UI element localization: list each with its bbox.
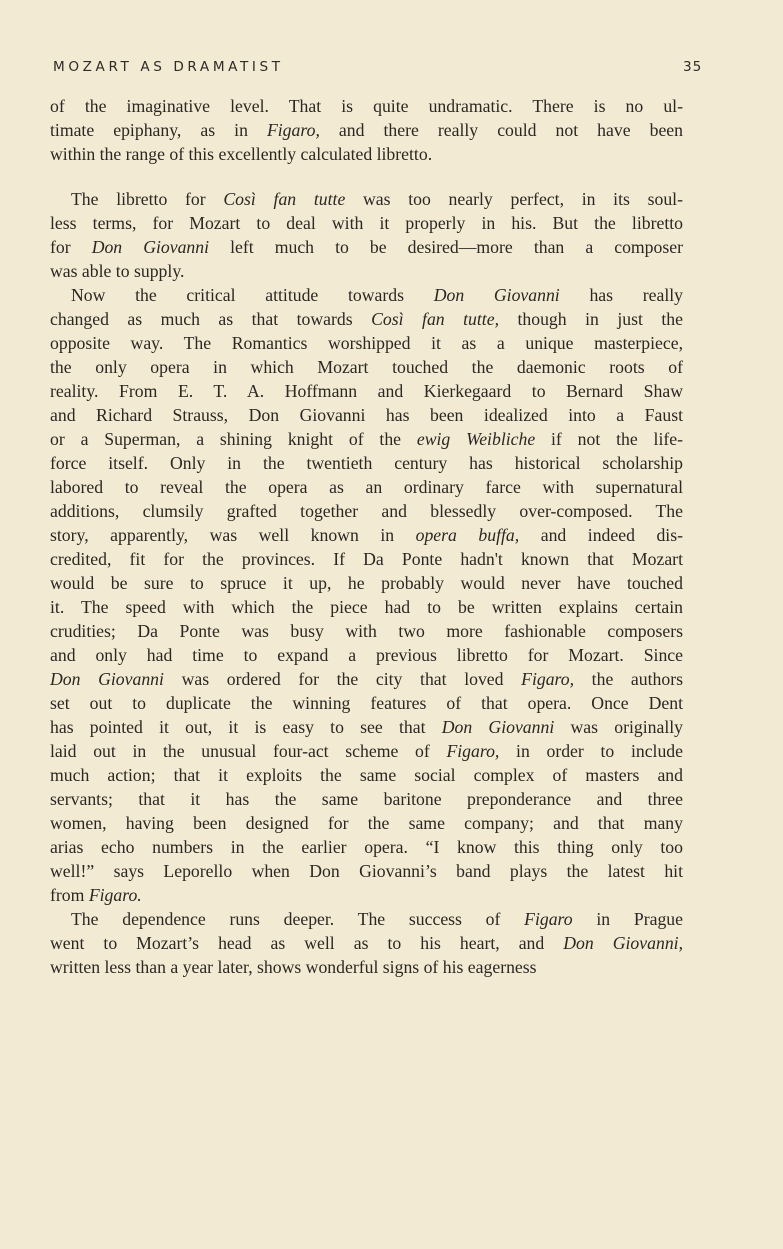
text-line: laid out in the unusual four-act scheme of Figaro, in order to include [50, 741, 683, 761]
text-line: would be sure to spruce it up, he probably would never have touched [50, 573, 683, 593]
text-line: well!” says Leporello when Don Giovanni’s band plays the latest hit [50, 861, 683, 881]
text-line: changed as much as that towards Così fan tutte, though in just the [50, 309, 683, 329]
text-line: went to Mozart’s head as well as to his heart, and Don Giovanni, [50, 933, 683, 953]
text-line: much action; that it exploits the same social complex of masters and [50, 765, 683, 785]
running-head [53, 59, 753, 81]
running-head-title: MOZART AS DRAMATIST [53, 59, 284, 75]
paragraph [50, 283, 683, 907]
text-line: servants; that it has the same baritone preponderance and three [50, 789, 683, 809]
text-line: it. The speed with which the piece had to be written explains certain [50, 597, 683, 617]
text-line: for Don Giovanni left much to be desired—more than a composer [50, 237, 683, 257]
text-line: written less than a year later, shows wonderful signs of his eagerness [50, 957, 537, 977]
paragraph [50, 187, 683, 283]
text-line: story, apparently, was well known in opera buffa, and indeed dis- [50, 525, 683, 545]
paragraph [50, 94, 683, 166]
body-text [50, 94, 683, 979]
text-line: the only opera in which Mozart touched the daemonic roots of [50, 357, 683, 377]
paragraph [50, 907, 683, 979]
text-line: labored to reveal the opera as an ordinary farce with supernatural [50, 477, 683, 497]
text-line: within the range of this excellently calculated libretto. [50, 144, 433, 164]
text-line: and Richard Strauss, Don Giovanni has been idealized into a Faust [50, 405, 683, 425]
text-line: reality. From E. T. A. Hoffmann and Kierkegaard to Bernard Shaw [50, 381, 683, 401]
text-line: or a Superman, a shining knight of the ewig Weibliche if not the life- [50, 429, 683, 449]
text-line: Don Giovanni was ordered for the city that loved Figaro, the authors [50, 669, 684, 689]
text-line: opposite way. The Romantics worshipped it as a unique masterpiece, [50, 333, 683, 353]
text-line: from Figaro. [50, 885, 142, 905]
text-line: The libretto for Così fan tutte was too nearly perfect, in its soul- [71, 189, 683, 209]
text-line: set out to duplicate the winning features of that opera. Once Dent [50, 693, 683, 713]
text-line: arias echo numbers in the earlier opera. “I know this thing only too [50, 837, 683, 857]
text-line: additions, clumsily grafted together and blessedly over-composed. The [50, 501, 683, 521]
text-line: women, having been designed for the same company; and that many [50, 813, 683, 833]
text-line: crudities; Da Ponte was busy with two more fashionable composers [50, 621, 683, 641]
text-line: has pointed it out, it is easy to see that Don Giovanni was originally [50, 717, 684, 737]
section-gap [50, 166, 683, 187]
page-number: 35 [683, 59, 703, 75]
text-line: was able to supply. [50, 261, 185, 281]
text-line: timate epiphany, as in Figaro, and there really could not have been [50, 120, 683, 140]
text-line: and only had time to expand a previous libretto for Mozart. Since [50, 645, 683, 665]
text-line: force itself. Only in the twentieth century has historical scholarship [50, 453, 683, 473]
text-line: credited, fit for the provinces. If Da Ponte hadn't known that Mozart [50, 549, 683, 569]
text-line: The dependence runs deeper. The success of Figaro in Prague [71, 909, 683, 929]
text-line: less terms, for Mozart to deal with it properly in his. But the libretto [50, 213, 683, 233]
text-line: Now the critical attitude towards Don Giovanni has really [71, 285, 684, 305]
text-line: of the imaginative level. That is quite undramatic. There is no ul- [50, 96, 683, 116]
